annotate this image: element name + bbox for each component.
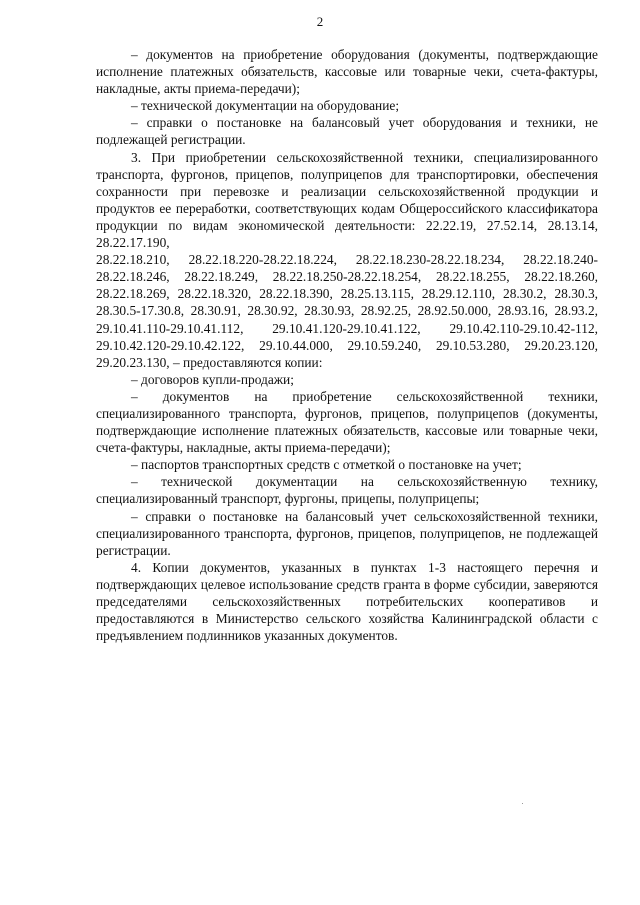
paragraph-equipment-tech-docs: – технической документации на оборудование; (131, 98, 400, 114)
page-number: 2 (316, 14, 324, 29)
paragraph-sale-contracts: – договоров купли-продажи; (131, 371, 294, 387)
scan-speck (522, 803, 523, 804)
paragraph-equipment-balance-certificate: – справки о постановке на балансовый учет оборудования и техники, не подлежащей регистрации. (96, 115, 598, 148)
paragraph-vehicle-passports: – паспортов транспортных средств с отметкой о постановке на учет; (131, 457, 522, 473)
paragraph-equipment-documents: – документов на приобретение оборудования (документы, подтверждающие исполнение платежных обязательств, кассовые или товарные чеки, счета-фактуры, накладные, акты приема-передачи); (96, 47, 598, 97)
paragraph-section-3-intro: 3. При приобретении сельскохозяйственной техники, специализированного транспорта, фургонов, прицепов, полуприцепов для транспортировки, обеспечения сохранности при перевозке и реализации сельскохозяйственной продукции и продуктов ее переработки, соответствующих кодам Общероссийского классификатора продукции по видам экономической деятельности: 22.22.19, 27.52.14, 28.13.14, 28.22.17.190, (96, 149, 598, 251)
paragraph-machinery-balance-certificate: – справки о постановке на балансовый учет сельскохозяйственной техники, специализированного транспорта, фургонов, прицепов, полуприцепов, не подлежащей регистрации. (96, 508, 598, 558)
paragraph-section-4: 4. Копии документов, указанных в пунктах 1-3 настоящего перечня и подтверждающих целевое использование средств гранта в форме субсидии, заверяются председателями сельскохозяйственных потребительских кооперативов и предоставляются в Министерство сельского хозяйства Калининградской области с предъявлением подлинников указанных документов. (96, 559, 598, 644)
paragraph-machinery-tech-docs: – технической документации на сельскохозяйственную технику, специализированный транспорт, фургоны, прицепы, полуприцепы; (96, 474, 598, 507)
paragraph-machinery-purchase-documents: – документов на приобретение сельскохозяйственной техники, специализированного транспорта, фургонов, прицепов, полуприцепов (документы, подтверждающие исполнение платежных обязательств, кассовые или товарные чеки, счета-фактуры, накладные, акты приема-передачи); (96, 388, 598, 456)
paragraph-classifier-codes: 28.22.18.210, 28.22.18.220-28.22.18.224, 28.22.18.230-28.22.18.234, 28.22.18.240-28.22.18.246, 28.22.18.249, 28.22.18.250-28.22.18.254, 28.22.18.255, 28.22.18.260, 28.22.18.269, 28.22.18.320, 28.22.18.390, 28.25.13.115, 28.29.12.110, 28.30.2, 28.30.3, 28.30.5-17.30.8, 28.30.91, 28.30.92, 28.30.93, 28.92.25, 28.92.50.000, 28.93.16, 28.93.2, 29.10.41.110-29.10.41.112, 29.10.41.120-29.10.41.122, 29.10.42.110-29.10.42-112, 29.10.42.120-29.10.42.122, 29.10.44.000, 29.10.59.240, 29.10.53.280, 29.20.23.120, (96, 252, 598, 353)
paragraph-copies-provided: 29.20.23.130, – предоставляются копии: (96, 354, 323, 370)
document-body (96, 46, 598, 644)
